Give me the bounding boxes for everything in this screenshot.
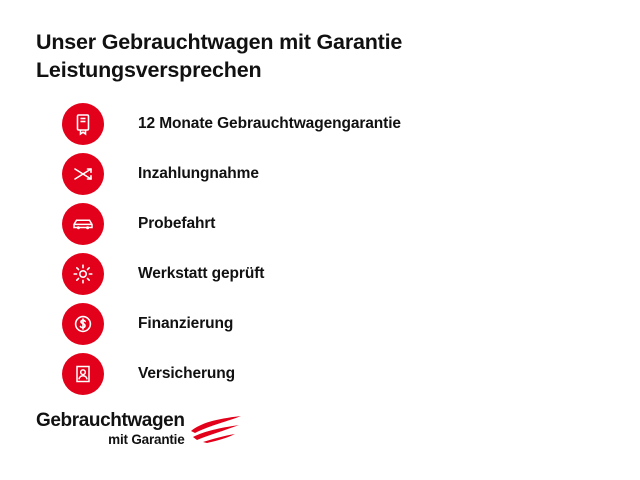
list-item	[36, 99, 604, 149]
red-brush-swoosh-icon	[189, 413, 245, 448]
brand-logo-line-2: mit Garantie	[108, 431, 185, 447]
list-item	[36, 199, 604, 249]
page-title	[36, 28, 556, 85]
list-item-label: Probefahrt	[138, 214, 216, 232]
list-item	[36, 249, 604, 299]
brand-logo-text	[36, 411, 185, 447]
benefits-list	[36, 99, 604, 399]
brand-logo-line-1: Gebrauchtwagen	[36, 409, 185, 431]
certificate-icon	[62, 103, 104, 145]
dollar-coin-icon	[62, 303, 104, 345]
list-item-label: Inzahlungnahme	[138, 164, 259, 182]
shuffle-arrows-icon	[62, 153, 104, 195]
brand-logo	[36, 411, 245, 447]
page-title-line-1: Unser Gebrauchtwagen mit Garantie	[36, 30, 403, 54]
list-item-label: Finanzierung	[138, 314, 234, 332]
car-icon	[62, 203, 104, 245]
list-item	[36, 349, 604, 399]
list-item	[36, 149, 604, 199]
person-shield-icon	[62, 353, 104, 395]
gear-icon	[62, 253, 104, 295]
list-item-label: Werkstatt geprüft	[138, 264, 265, 282]
list-item-label: 12 Monate Gebrauchtwagengarantie	[138, 114, 401, 132]
page-title-line-2: Leistungsversprechen	[36, 58, 262, 83]
list-item	[36, 299, 604, 349]
list-item-label: Versicherung	[138, 364, 236, 382]
